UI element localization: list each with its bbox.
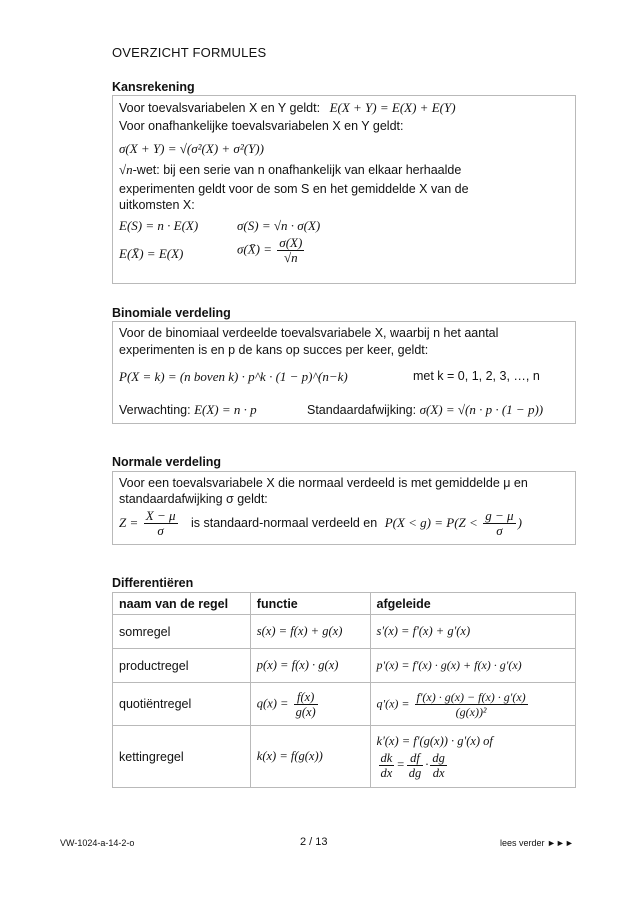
p-lhs: P(X < g) = P(Z < (384, 514, 478, 530)
rule-function: k(x) = f(g(x)) (250, 726, 370, 788)
rule-name: productregel (113, 649, 251, 683)
df-dg-fraction (407, 751, 424, 780)
table-row (113, 615, 576, 649)
rule-derivative (370, 726, 575, 788)
p-fraction (483, 509, 515, 538)
kans-line-4 (119, 162, 461, 178)
sd-formula: σ(X) = √(n · p · (1 − p)) (419, 402, 544, 417)
binomiaal-box (112, 321, 576, 424)
rule-name: somregel (113, 615, 251, 649)
verwachting-label: Verwachting: (119, 403, 191, 417)
rule-name: kettingregel (113, 726, 251, 788)
page-title: OVERZICHT FORMULES (112, 45, 267, 60)
normaal-formula-line (119, 509, 522, 538)
binom-sd (307, 402, 543, 418)
footer-next-link[interactable]: lees verder ►►► (500, 838, 574, 848)
kansrekening-box (112, 95, 576, 284)
dx-denominator: dx (380, 765, 393, 780)
verwachting-formula: E(X) = n · p (194, 402, 257, 417)
q-fun-fraction (294, 690, 318, 719)
normaal-line-1: Voor een toevalsvariabele X die normaal verdeeld is met gemiddelde μ en (119, 476, 528, 490)
binom-line-1: Voor de binomiaal verdeelde toevalsvariabele X, waarbij n het aantal (119, 326, 499, 340)
col-header-functie: functie (250, 593, 370, 615)
dk-dx-fraction (379, 751, 395, 780)
z-fraction (144, 509, 178, 538)
binomial-formula: P(X = k) = (n boven k) · p^k · (1 − p)^(n−k) (119, 369, 348, 384)
z-numerator: X − μ (145, 508, 176, 523)
fraction-numerator: σ(X) (279, 235, 303, 250)
z-lhs: Z = (119, 514, 139, 530)
p-denominator: σ (496, 523, 503, 538)
kans-line-1 (119, 100, 456, 116)
section-title-normaal: Normale verdeling (112, 455, 222, 469)
dx2-denominator: dx (432, 765, 445, 780)
binom-line-2: experimenten is en p de kans op succes per keer, geldt: (119, 343, 429, 357)
sqrt-n-symbol: √n (119, 162, 133, 177)
k-line-1: k'(x) = f'(g(x)) · g'(x) of (376, 733, 493, 748)
col-header-naam: naam van de regel (113, 593, 251, 615)
rule-function: s(x) = f(x) + g(x) (250, 615, 370, 649)
kans-line-6: uitkomsten X: (119, 198, 195, 212)
kans-line-1-text: Voor toevalsvariabelen X en Y geldt: (119, 101, 321, 115)
fraction (277, 236, 304, 265)
rule-derivative: p'(x) = f'(x) · g(x) + f(x) · g'(x) (370, 649, 575, 683)
formula-sigma-xbar-lhs: σ(X̄) = (237, 241, 273, 257)
sd-label: Standaardafwijking: (307, 403, 417, 417)
table-header-row (113, 593, 576, 615)
k-line-2: $\frac{dk}{dx}$ = $\frac{df}{dg}$ · $\frac{dg}{dx}$ (380, 750, 445, 780)
dg-denominator: dg (408, 765, 422, 780)
fraction-denominator: √n (283, 250, 298, 265)
col-header-afgeleide: afgeleide (370, 593, 575, 615)
p-numerator: g − μ (485, 508, 514, 523)
dg-dx-fraction (430, 751, 447, 780)
q-fun-numerator: f(x) (294, 690, 318, 705)
dg-numerator: dg (432, 750, 445, 765)
table-row (113, 726, 576, 788)
normaal-box (112, 471, 576, 545)
dk-numerator: dk (380, 750, 393, 765)
rule-derivative (370, 683, 575, 726)
q-fun-lhs: q(x) = (256, 695, 289, 710)
q-der-numerator: f'(x) · g(x) − f(x) · g'(x) (416, 689, 526, 704)
z-denominator: σ (157, 523, 164, 538)
p-close: ) (517, 514, 522, 530)
formula-e-xbar: E(X̄) = E(X) (119, 246, 184, 261)
kans-line-3-formula: σ(X + Y) = √(σ²(X) + σ²(Y)) (119, 141, 264, 156)
kans-line-2: Voor onafhankelijke toevalsvariabelen X en Y geldt: (119, 119, 404, 133)
q-fun-denominator: g(x) (295, 704, 316, 719)
kans-line-4-text: -wet: bij een serie van n onafhankelijk van elkaar herhaalde (132, 163, 462, 177)
rule-derivative: s'(x) = f'(x) + g'(x) (370, 615, 575, 649)
footer-page-number: 2 / 13 (300, 836, 328, 848)
rule-function: p(x) = f(x) · g(x) (250, 649, 370, 683)
q-der-denominator: (g(x))² (455, 704, 487, 719)
df-numerator: df (407, 751, 424, 766)
table-row (113, 683, 576, 726)
normaal-line-2: standaardafwijking σ geldt: (119, 492, 268, 506)
formula-sigma-s: σ(S) = √n · σ(X) (237, 218, 321, 233)
section-title-binomiaal: Binomiale verdeling (112, 306, 231, 320)
q-der-lhs: q'(x) = (376, 695, 410, 710)
binom-k-values: met k = 0, 1, 2, 3, …, n (413, 369, 540, 383)
q-der-fraction (415, 690, 528, 719)
kans-line-5: experimenten geldt voor de som S en het gemiddelde X van de (119, 182, 469, 196)
section-title-differentieren: Differentiëren (112, 576, 194, 590)
footer-code: VW-1024-a-14-2-o (60, 838, 135, 848)
binom-expectation (119, 402, 257, 418)
rule-name: quotiëntregel (113, 683, 251, 726)
formula-sigma-xbar (237, 236, 306, 265)
kans-line-1-formula: E(X + Y) = E(X) + E(Y) (329, 100, 456, 115)
rule-function (250, 683, 370, 726)
formula-es: E(S) = n · E(X) (119, 218, 199, 233)
normaal-mid-text: is standaard-normaal verdeeld en (190, 515, 378, 530)
table-row (113, 649, 576, 683)
differentiation-table (112, 592, 576, 788)
section-title-kansrekening: Kansrekening (112, 80, 195, 94)
